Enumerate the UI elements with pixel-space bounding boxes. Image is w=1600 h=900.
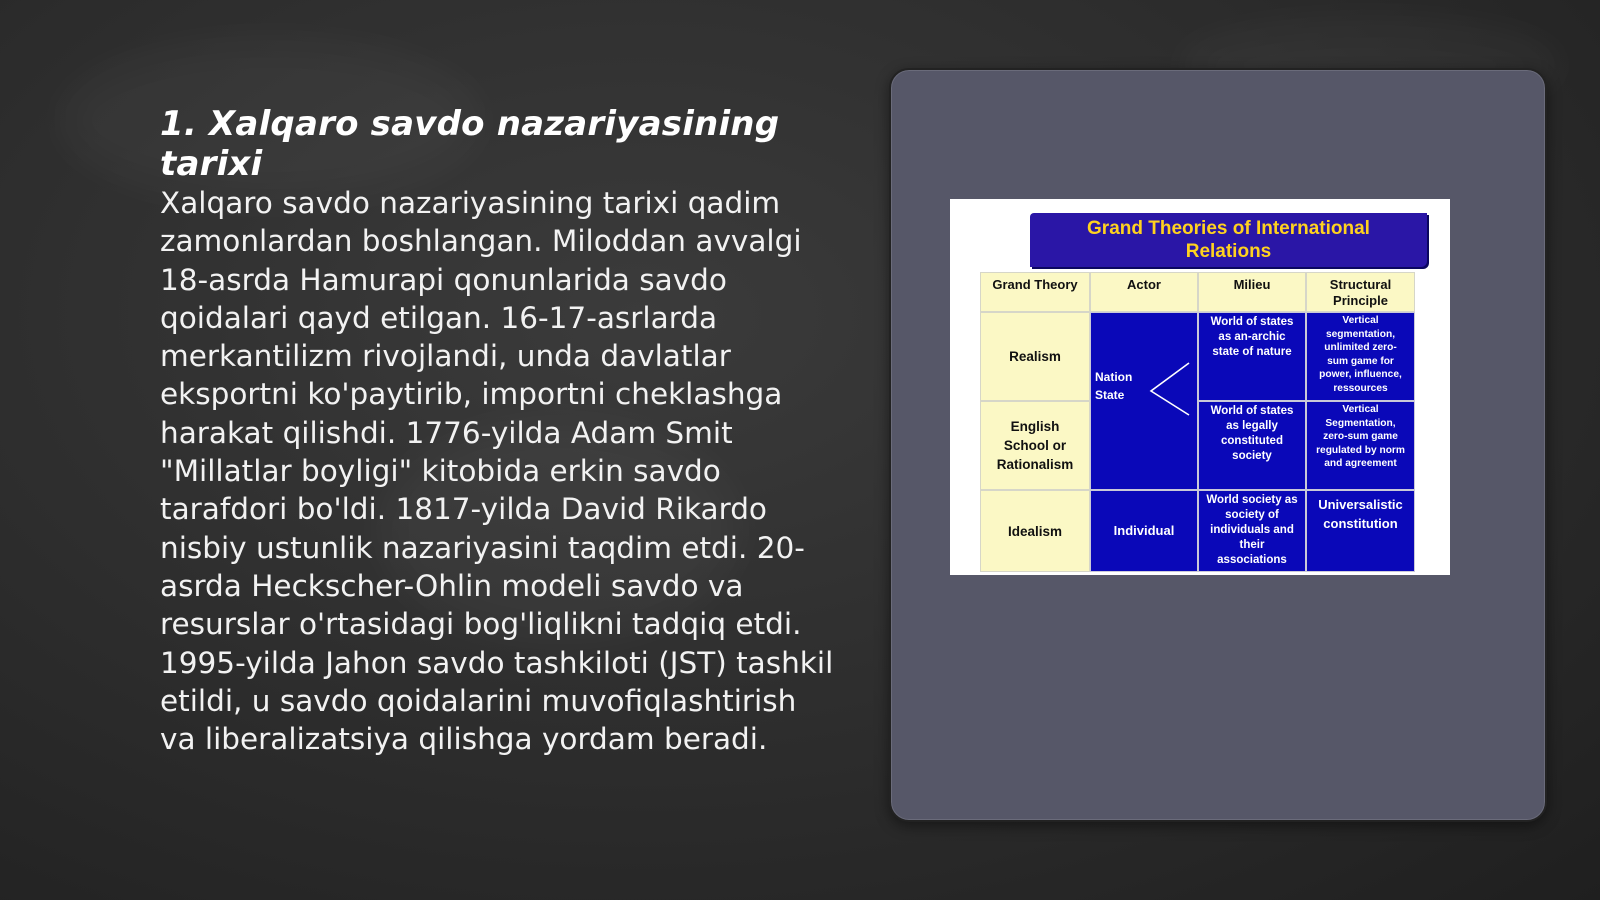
banner-line-1: Grand Theories of International — [1087, 218, 1370, 239]
header-structural-principle: Structural Principle — [1306, 272, 1415, 312]
row-idealism-milieu: World society as society of individuals and their associations — [1198, 490, 1306, 572]
grand-theories-figure — [950, 199, 1450, 575]
row-english-school-theory: English School or Rationalism — [980, 401, 1090, 490]
row-realism-milieu: World of states as an-archic state of nature — [1198, 312, 1306, 401]
actor-bracket-arrows — [1145, 359, 1195, 419]
row-idealism-actor: Individual — [1090, 490, 1198, 572]
slide-body-text: Xalqaro savdo nazariyasining tarixi qadim zamonlardan boshlangan. Miloddan avvalgi 18-asrda Hamurapi qonunlarida savdo qoidalari qayd etilgan. 16-17-asrlarda merkantilizm rivojlandi, unda davlatlar eksportni ko'paytirib, importni cheklashga harakat qilishdi. 1776-yilda Adam Smit "Millatlar boyligi" kitobida erkin savdo tarafdori bo'ldi. 1817-yilda David Rikardo nisbiy ustunlik nazariyasini taqdim etdi. 20-asrda Heckscher-Ohlin modeli savdo va resurslar o'rtasidagi bog'liqlikni tadqiq etdi. 1995-yilda Jahon savdo tashkiloti (JST) tashkil etildi, u savdo qoidalarini muvofiqlashtirish va liberalizatsiya qilishga yordam beradi. — [160, 186, 834, 757]
figure-banner — [1030, 213, 1427, 267]
actor-nation-state-label: Nation State — [1095, 370, 1133, 402]
banner-line-2: Relations — [1185, 241, 1272, 262]
row-english-school-milieu: World of states as legally constituted society — [1198, 401, 1306, 490]
header-actor: Actor — [1090, 272, 1198, 312]
header-milieu: Milieu — [1198, 272, 1306, 312]
header-grand-theory: Grand Theory — [980, 272, 1090, 312]
row-english-school-principle: Vertical Segmentation, zero-sum game regulated by norm and agreement — [1306, 401, 1415, 490]
slide-title: 1. Xalqaro savdo nazariyasining tarixi — [160, 104, 780, 184]
row-realism-theory: Realism — [980, 312, 1090, 401]
row-idealism-theory: Idealism — [980, 490, 1090, 572]
row-idealism-principle: Universalistic constitution — [1306, 490, 1415, 572]
row-realism-principle: Vertical segmentation, unlimited zero- sum game for power, influence, ressources — [1306, 312, 1415, 401]
